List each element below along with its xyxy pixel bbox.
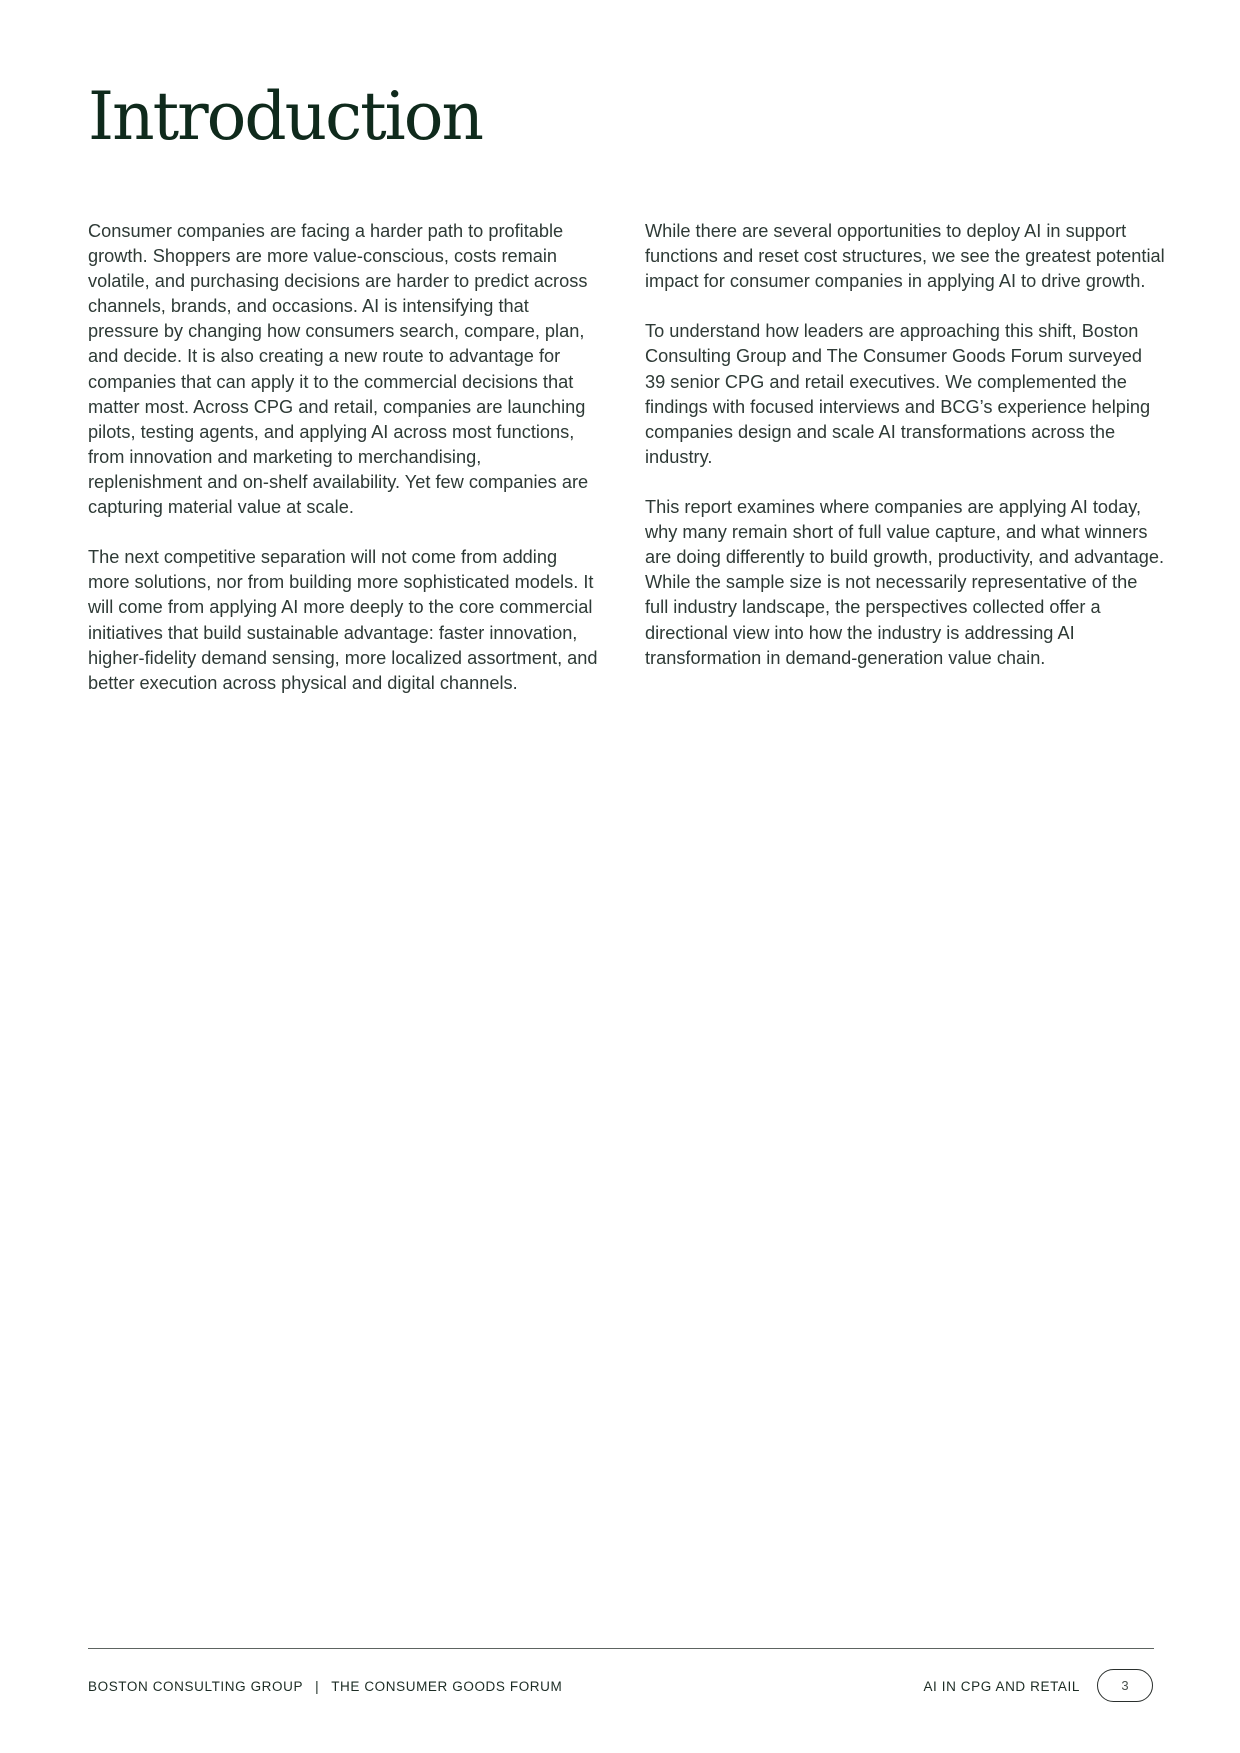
page-number-badge — [1097, 1669, 1153, 1702]
footer-divider — [88, 1648, 1154, 1649]
page-number: 3 — [1121, 1678, 1129, 1693]
body-paragraph: While there are several opportunities to deploy AI in support functions and reset cost structures, we see the greatest potential impact for consumer companies in applying AI to drive growth. — [645, 221, 1165, 292]
footer-report-title: AI IN CPG AND RETAIL — [923, 1679, 1080, 1694]
footer-separator: | — [315, 1679, 320, 1694]
body-paragraph: To understand how leaders are approaching this shift, Boston Consulting Group and The Consumer Goods Forum surveyed 39 senior CPG and retail executives. We complemented the findings with focused interviews and BCG’s experience helping companies design and scale AI transformations across the industry. — [645, 321, 1151, 467]
footer-org-bcg: BOSTON CONSULTING GROUP — [88, 1679, 304, 1694]
body-paragraph: This report examines where companies are applying AI today, why many remain short of full value capture, and what winners are doing differently to build growth, productivity, and advantage. While the sample size is not necessarily representative of the full industry landscape, the perspectives collected offer a directional view into how the industry is addressing AI transformation in demand-generation value chain. — [645, 497, 1165, 668]
right-text-column — [645, 219, 1165, 696]
body-paragraph: Consumer companies are facing a harder path to profitable growth. Shoppers are more value-conscious, costs remain volatile, and purchasing decisions are harder to predict across channels, brands, and occasions. AI is intensifying that pressure by changing how consumers search, compare, plan, and decide. It is also creating a new route to advantage for companies that can apply it to the commercial decisions that matter most. Across CPG and retail, companies are launching pilots, testing agents, and applying AI across most functions, from innovation and marketing to merchandising, replenishment and on-shelf availability. Yet few companies are capturing material value at scale. — [88, 221, 589, 518]
footer-org-cgf: THE CONSUMER GOODS FORUM — [331, 1679, 563, 1694]
body-paragraph: The next competitive separation will not come from adding more solutions, nor from building more sophisticated models. It will come from applying AI more deeply to the core commercial initiatives that build sustainable advantage: faster innovation, higher-fidelity demand sensing, more localized assortment, and better execution across physical and digital channels. — [88, 547, 598, 693]
footer-organizations — [88, 1678, 562, 1696]
page-title: Introduction — [88, 78, 482, 155]
left-text-column — [88, 219, 598, 721]
